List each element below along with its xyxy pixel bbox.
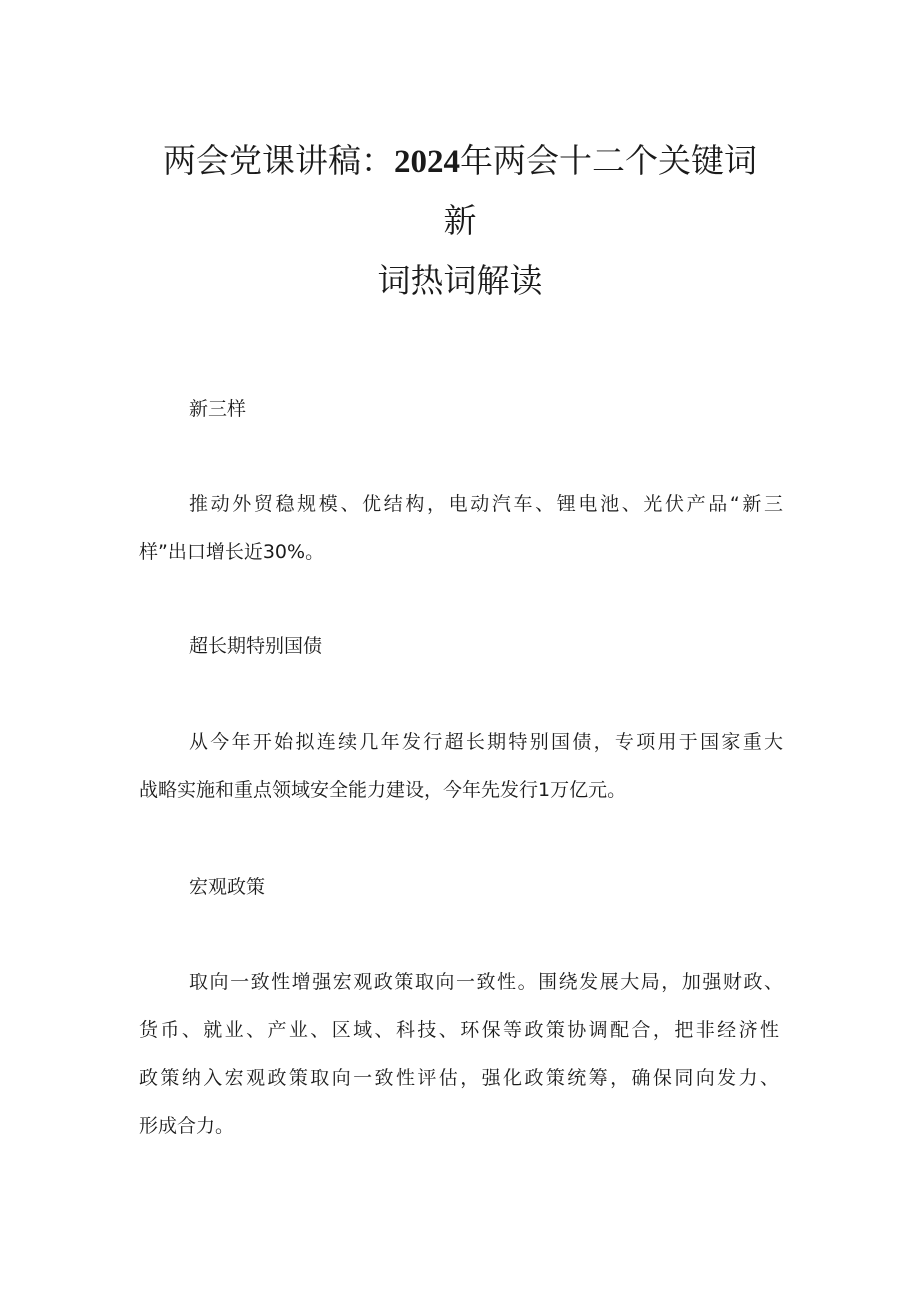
title-year: 2024 (394, 144, 460, 180)
paragraph-line: 推动外贸稳规模、优结构，电动汽车、锂电池、光伏产品“新三 (189, 493, 783, 515)
title-prefix: 两会党课讲稿： (163, 141, 394, 180)
paragraph-line: 形成合力。 (139, 1115, 235, 1137)
section-heading: 宏观政策 (189, 876, 266, 898)
paragraph-line: 样”出口增长近30%。 (139, 541, 325, 563)
document-title-line-1 (0, 141, 920, 182)
section-heading: 超长期特别国债 (189, 635, 323, 657)
paragraph-line: 货币、就业、产业、区域、科技、环保等政策协调配合，把非经济性 (139, 1019, 779, 1041)
paragraph-line: 从今年开始拟连续几年发行超长期特别国债，专项用于国家重大 (189, 731, 783, 753)
document-title-line-3: 词热词解读 (377, 261, 543, 300)
section-heading: 新三样 (189, 398, 247, 420)
title-suffix: 年两会十二个关键词 (460, 141, 757, 180)
paragraph-line: 政策纳入宏观政策取向一致性评估，强化政策统筹，确保同向发力、 (139, 1067, 779, 1089)
paragraph-line: 取向一致性增强宏观政策取向一致性。围绕发展大局，加强财政、 (189, 971, 783, 993)
paragraph-line: 战略实施和重点领域安全能力建设，今年先发行1万亿元。 (139, 779, 627, 801)
document-title-line-2: 新 (443, 201, 477, 240)
